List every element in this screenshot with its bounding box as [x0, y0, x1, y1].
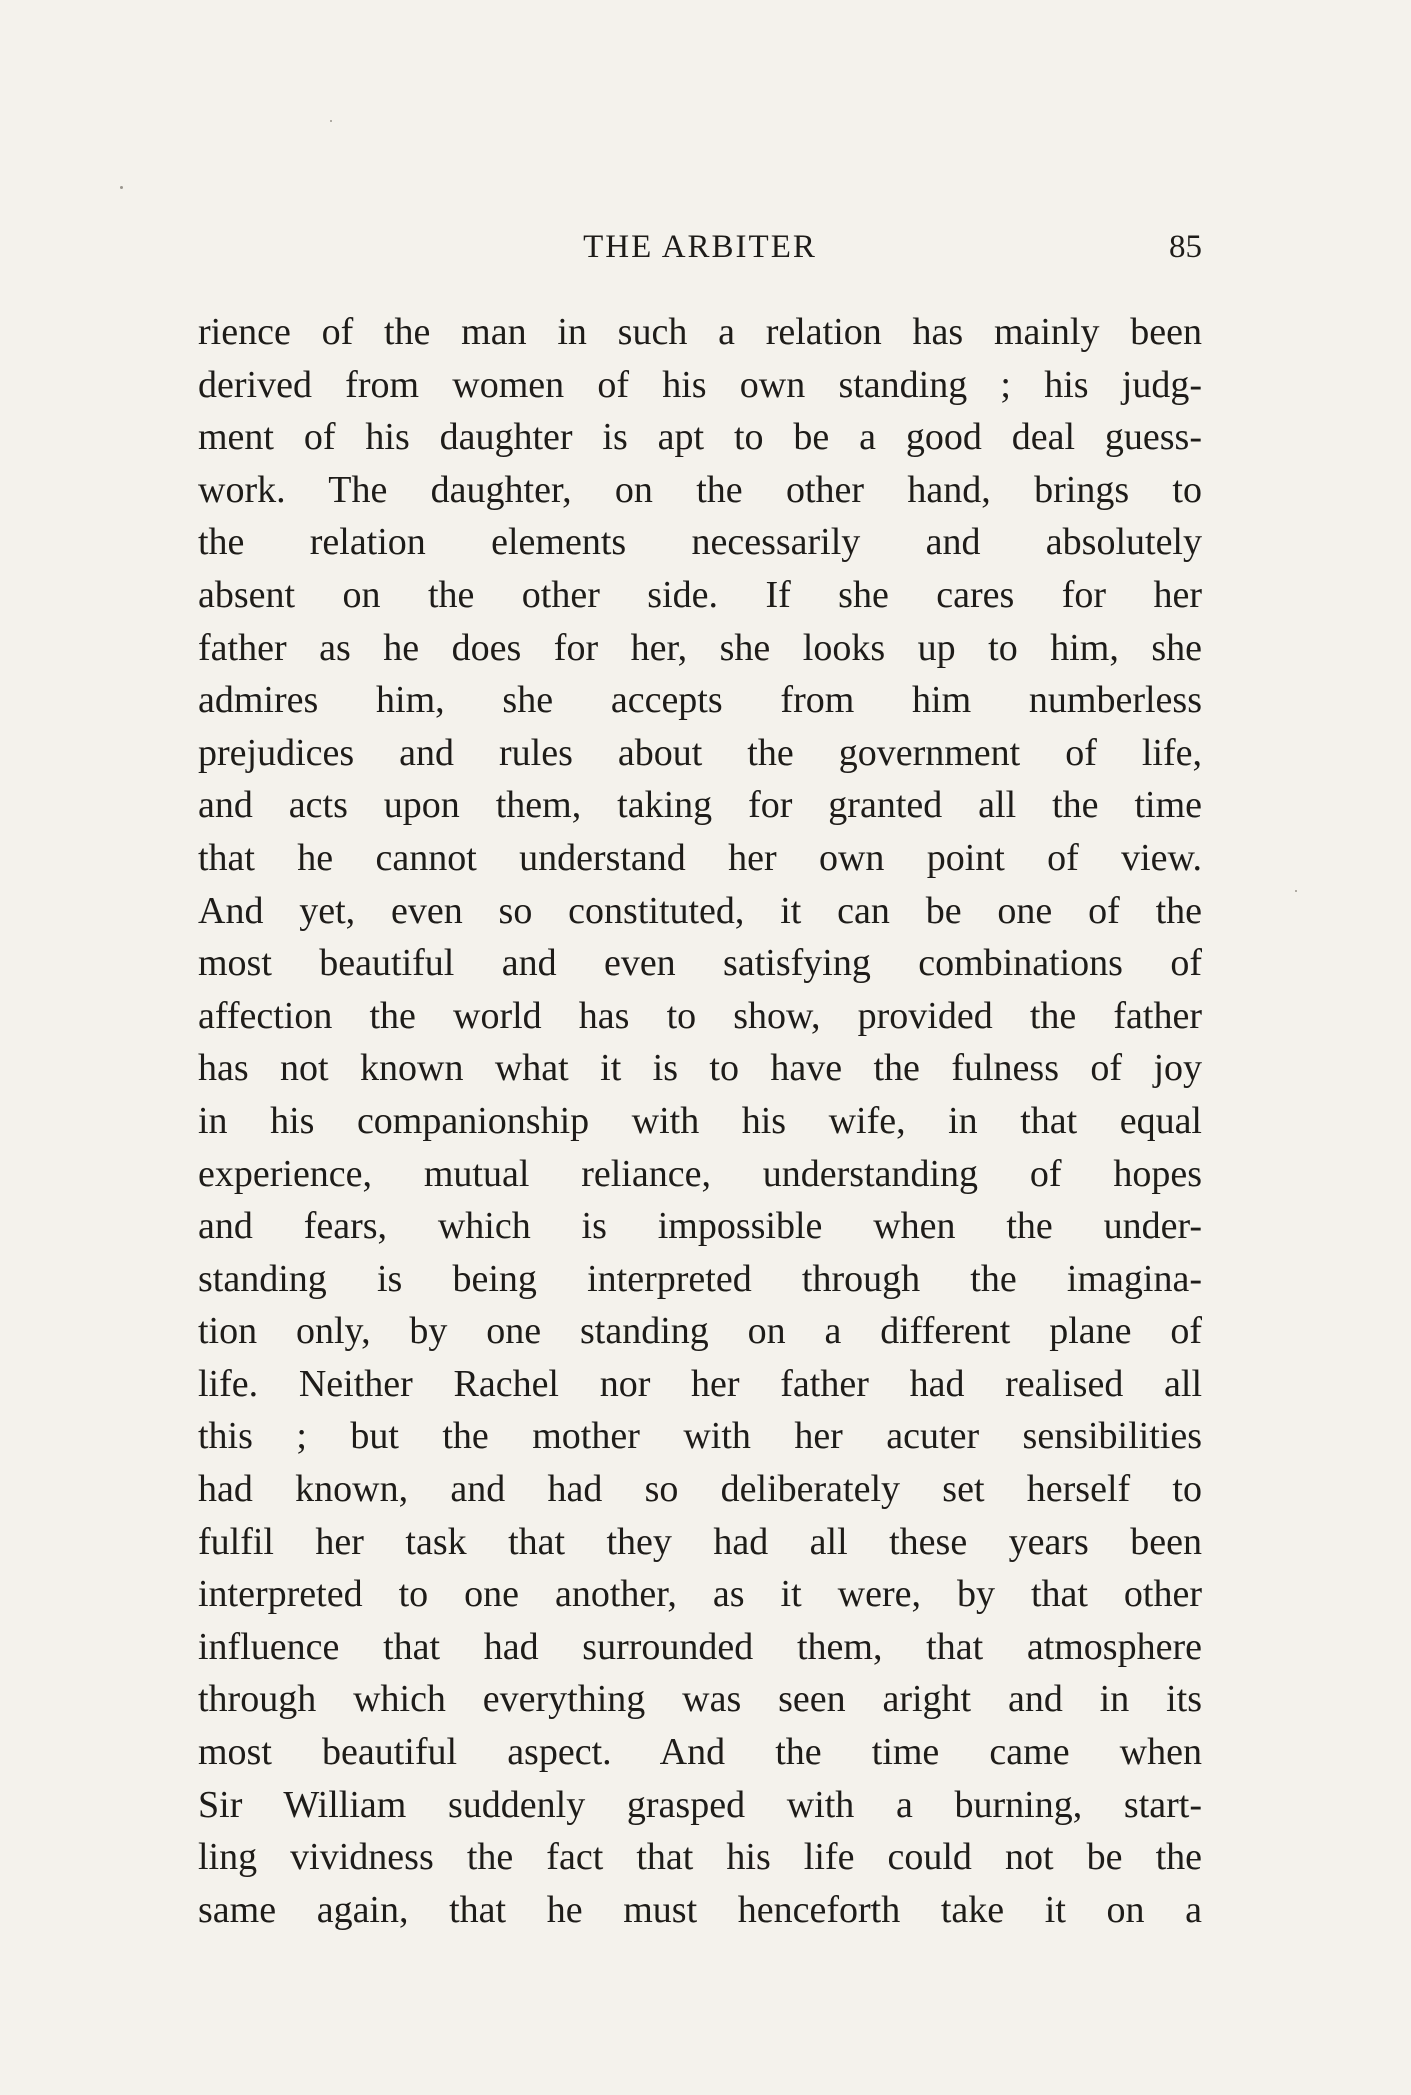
text-line: has not known what it is to have the fulness of joy — [198, 1047, 1202, 1090]
text-line: most beautiful aspect. And the time came when — [198, 1731, 1202, 1774]
text-line: Sir William suddenly grasped with a burning, start- — [198, 1783, 1202, 1826]
text-line: through which everything was seen aright and in its — [198, 1678, 1202, 1721]
text-line: interpreted to one another, as it were, by that other — [198, 1573, 1202, 1616]
text-line: and fears, which is impossible when the under- — [198, 1205, 1202, 1248]
text-line: And yet, even so constituted, it can be one of the — [198, 889, 1202, 932]
running-title: THE ARBITER — [583, 229, 817, 265]
text-line: most beautiful and even satisfying combinations of — [198, 942, 1202, 985]
text-line: work. The daughter, on the other hand, brings to — [198, 468, 1202, 511]
text-line: rience of the man in such a relation has mainly been — [198, 311, 1202, 353]
text-line: and acts upon them, taking for granted all the time — [198, 784, 1202, 827]
text-line: ment of his daughter is apt to be a good deal guess- — [198, 416, 1202, 459]
text-line: fulfil her task that they had all these years been — [198, 1520, 1202, 1563]
text-line: absent on the other side. If she cares for her — [198, 573, 1202, 616]
paper-speck — [120, 186, 123, 189]
body-text — [198, 306, 1202, 1936]
text-line: tion only, by one standing on a different plane of — [198, 1310, 1202, 1353]
page-number: 85 — [1169, 229, 1202, 265]
paper-speck — [330, 120, 332, 122]
text-line: same again, that he must henceforth take it on a — [198, 1888, 1202, 1931]
text-line: life. Neither Rachel nor her father had realised all — [198, 1362, 1202, 1405]
text-line: standing is being interpreted through the imagina- — [198, 1257, 1202, 1300]
text-line: admires him, she accepts from him numberless — [198, 679, 1202, 722]
text-line: derived from women of his own standing ; his judg- — [198, 363, 1202, 406]
text-line: had known, and had so deliberately set herself to — [198, 1468, 1202, 1511]
paper-speck — [1295, 890, 1297, 892]
text-line: father as he does for her, she looks up to him, she — [198, 626, 1202, 669]
text-line: this ; but the mother with her acuter sensibilities — [198, 1415, 1202, 1458]
text-line: prejudices and rules about the government of life, — [198, 731, 1202, 774]
text-line: affection the world has to show, provided the father — [198, 994, 1202, 1037]
text-line: the relation elements necessarily and absolutely — [198, 521, 1202, 564]
text-line: influence that had surrounded them, that atmosphere — [198, 1625, 1202, 1668]
text-line: experience, mutual reliance, understanding of hopes — [198, 1152, 1202, 1195]
running-head — [198, 222, 1202, 272]
text-line: that he cannot understand her own point of view. — [198, 836, 1202, 879]
text-line: ling vividness the fact that his life could not be the — [198, 1836, 1202, 1879]
text-line: in his companionship with his wife, in that equal — [198, 1099, 1202, 1142]
